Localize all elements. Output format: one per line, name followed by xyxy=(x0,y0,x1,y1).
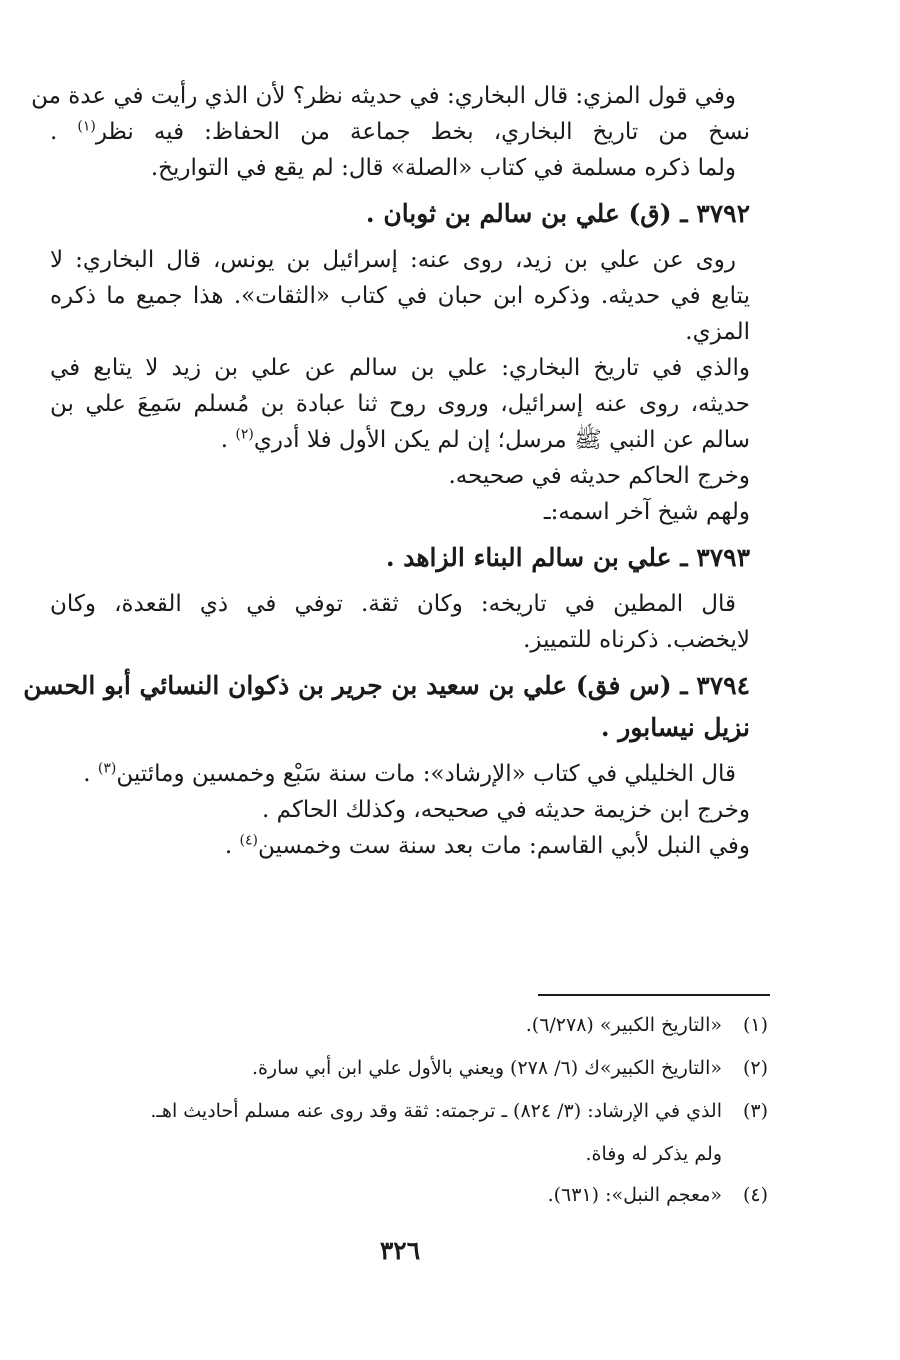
entry-3792-line-2: يتابع في حديثه. وذكره ابن حبان في كتاب «الثقات». هذا جميع ما ذكره xyxy=(50,283,750,309)
footnote-text: الذي في الإرشاد: (٣/ ٨٢٤) ـ ترجمته: ثقة وقد روى عنه مسلم أحاديث اهـ. xyxy=(150,1100,722,1122)
footnote-text: «التاريخ الكبير» (٦/٢٧٨). xyxy=(525,1014,722,1036)
entry-3792-line-4: والذي في تاريخ البخاري: علي بن سالم عن علي بن زيد لا يتابع في xyxy=(50,355,750,381)
intro-line-2: نسخ من تاريخ البخاري، بخط جماعة من الحفاظ: فيه نظر$^{(١)}$ . xyxy=(50,118,750,145)
footnote-text: «التاريخ الكبير»ك (٦/ ٢٧٨) ويعني بالأول علي ابن أبي سارة. xyxy=(251,1057,722,1079)
footnote-text: ولم يذكر له وفاة. xyxy=(585,1143,722,1165)
footnote-3 xyxy=(50,1096,768,1127)
footnote-number: (٤) xyxy=(742,1184,768,1206)
footnote-ref-1: (١) xyxy=(77,118,96,135)
entry-3794-line-1-text: قال الخليلي في كتاب «الإرشاد»: مات سنة سَبْع وخمسين ومائتين xyxy=(116,761,736,787)
entry-3792-line-1: روى عن علي بن زيد، روى عنه: إسرائيل بن يونس، قال البخاري: لا xyxy=(50,247,736,273)
page-number: ٣٢٦ xyxy=(379,1236,421,1265)
footnote-ref-4: (٤) xyxy=(239,832,258,849)
entry-3794-line-1: قال الخليلي في كتاب «الإرشاد»: مات سنة سَبْع وخمسين ومائتين$^{(٣)}$ . xyxy=(83,760,736,787)
footnote-number: (٣) xyxy=(742,1100,768,1122)
footnotes xyxy=(50,1010,768,1223)
footnote-3-continuation xyxy=(50,1139,768,1170)
footnote-text: «معجم النبل»: (٦٣١). xyxy=(547,1184,722,1206)
entry-3792-line-6: سالم عن النبي ﷺ مرسل؛ إن لم يكن الأول فلا أدري$^{(٢)}$ . xyxy=(220,426,750,453)
footnote-ref-2: (٢) xyxy=(235,426,254,443)
footnote-1 xyxy=(50,1010,768,1041)
entry-3793-heading: ٣٧٩٣ ـ علي بن سالم البناء الزاهد . xyxy=(385,543,750,572)
footnote-2 xyxy=(50,1053,768,1084)
footnote-divider xyxy=(538,994,770,996)
entry-3792-line-3: المزي. xyxy=(685,319,750,345)
footnote-number: (٢) xyxy=(742,1057,768,1079)
intro-line-2-text: نسخ من تاريخ البخاري، بخط جماعة من الحفاظ: فيه نظر xyxy=(95,119,750,145)
footnote-number: (١) xyxy=(742,1014,768,1036)
entry-3792-line-7: وخرج الحاكم حديثه في صحيحه. xyxy=(448,463,750,489)
entry-3792-line-5: حديثه، روى عنه إسرائيل، وروى روح ثنا عبادة بن مُسلم سَمِعَ علي بن xyxy=(50,391,750,417)
main-text xyxy=(23,78,750,864)
footnote-ref-3: (٣) xyxy=(97,760,117,777)
entry-3794-heading-line-2: نزيل نيسابور . xyxy=(600,713,750,742)
intro-line-1: وفي قول المزي: قال البخاري: في حديثه نظر؟ لأن الذي رأيت في عدة من xyxy=(31,83,736,109)
entry-3794-line-3-text: وفي النبل لأبي القاسم: مات بعد سنة ست وخمسين xyxy=(257,833,750,859)
entry-3793-line-2: لايخضب. ذكرناه للتمييز. xyxy=(523,627,750,653)
entry-3794-line-2: وخرج ابن خزيمة حديثه في صحيحه، وكذلك الحاكم . xyxy=(262,797,750,823)
entry-3792-line-8: ولهم شيخ آخر اسمه:ـ xyxy=(543,499,750,525)
entry-3792-heading: ٣٧٩٢ ـ (ق) علي بن سالم بن ثوبان . xyxy=(365,199,750,228)
footnote-4 xyxy=(50,1180,768,1211)
entry-3794-line-3: وفي النبل لأبي القاسم: مات بعد سنة ست وخمسين$^{(٤)}$ . xyxy=(224,832,750,859)
entry-3793-line-1: قال المطين في تاريخه: وكان ثقة. توفي في ذي القعدة، وكان xyxy=(50,591,736,617)
entry-3792-line-6-text: سالم عن النبي ﷺ مرسل؛ إن لم يكن الأول فلا أدري xyxy=(253,427,750,453)
intro-line-3: ولما ذكره مسلمة في كتاب «الصلة» قال: لم يقع في التواريخ. xyxy=(150,155,736,181)
entry-3794-heading-line-1: ٣٧٩٤ ـ (س فق) علي بن سعيد بن جرير بن ذكوان النسائي أبو الحسن xyxy=(23,671,750,700)
